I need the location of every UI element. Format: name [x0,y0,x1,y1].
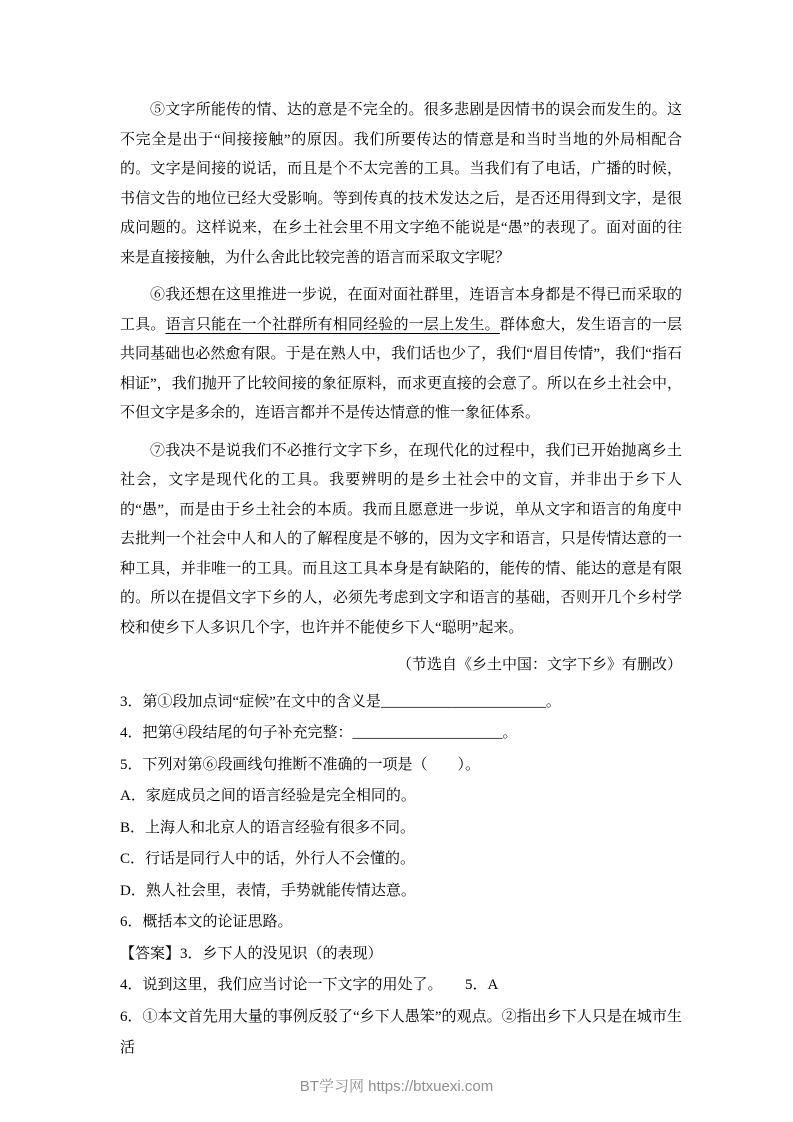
paragraph-5: ⑤文字所能传的情、达的意是不完全的。很多悲剧是因情书的误会而发生的。这不完全是出于“间接接触”的原因。我们所要传达的情意是和当时当地的外局相配合的。文字是间接的说话，而且是个不太完善的工具。当我们有了电话，广播的时候，书信文告的地位已经大受影响。等到传真的技术发达之后，是否还用得到文字，是很成问题的。这样说来，在乡土社会里不用文字绝不能说是“愚”的表现了。面对面的往来是直接接触，为什么舍此比较完善的语言而采取文字呢？ [120,102,682,266]
answer-header-and-answer-3: 【答案】3．乡下人的没见识（的表现） [120,945,383,962]
questions-section [120,687,682,939]
paragraph-6-lead: ⑥我还想在这里推进一步说，在面对面社群里，连语言本身都是不得已而采取的工具。 [120,287,682,333]
answer-6: 6．①本文首先用大量的事例反驳了“乡下人愚笨”的观点。②指出乡下人只是在城市生活 [120,1008,682,1056]
question-5-option-a: A．家庭成员之间的语言经验是完全相同的。 [120,788,416,804]
answers-section [120,939,682,1065]
question-3: 3．第①段加点词“症候”在文中的含义是______________________。 [120,693,561,710]
question-5-option-b: B．上海人和北京人的语言经验有很多不同。 [120,819,416,836]
question-5-option-d: D．熟人社会里，表情，手势就能传情达意。 [120,882,416,899]
paragraph-6-rest: 群体愈大，发生语言的一层共同基础也必然愈有限。于是在熟人中，我们话也少了，我们“眉目传情”，我们“指石相证”，我们抛开了比较间接的象征原料，而求更直接的会意了。所以在乡土社会中，不但文字是多余的，连语言都并不是传达情意的惟一象征体系。 [120,316,682,421]
question-6: 6．概括本文的论证思路。 [120,914,293,930]
question-4: 4．把第④段结尾的句子补充完整：____________________。 [120,725,518,741]
underlined-sentence: 语言只能在一个社群所有相同经验的一层上发生。 [165,316,500,333]
question-5: 5．下列对第⑥段画线句推断不准确的一项是（ ）。 [120,756,481,773]
footer-watermark [0,1075,793,1096]
footer-site-link: BT学习网 https://btxuexi.com [299,1078,494,1095]
question-5-option-c: C．行话是同行人中的话，外行人不会懂的。 [120,851,416,867]
paragraph-7: ⑦我决不是说我们不必推行文字下乡，在现代化的过程中，我们已开始抛离乡土社会，文字是现代化的工具。我要辨明的是乡土社会中的文盲，并非出于乡下人的“愚”，而是由于乡土社会的本质。我而且愿意进一步说，单从文字和语言的角度中去批判一个社会中人和人的了解程度是不够的，因为文字和语言，只是传情达意的一种工具，并非唯一的工具。而且这工具本身是有缺陷的，能传的情、能达的意是有限的。所以在提倡文字下乡的人，必须先考虑到文字和语言的基础，否则开几个乡村学校和使乡下人多识几个字，也许并不能使乡下人“聪明”起来。 [120,442,682,636]
source-attribution: （节选自《乡土中国：文字下乡》有删改） [396,657,682,673]
answer-4-and-5: 4．说到这里，我们应当讨论一下文字的用处了。 5．A [120,977,499,993]
paragraph-6 [120,281,682,429]
